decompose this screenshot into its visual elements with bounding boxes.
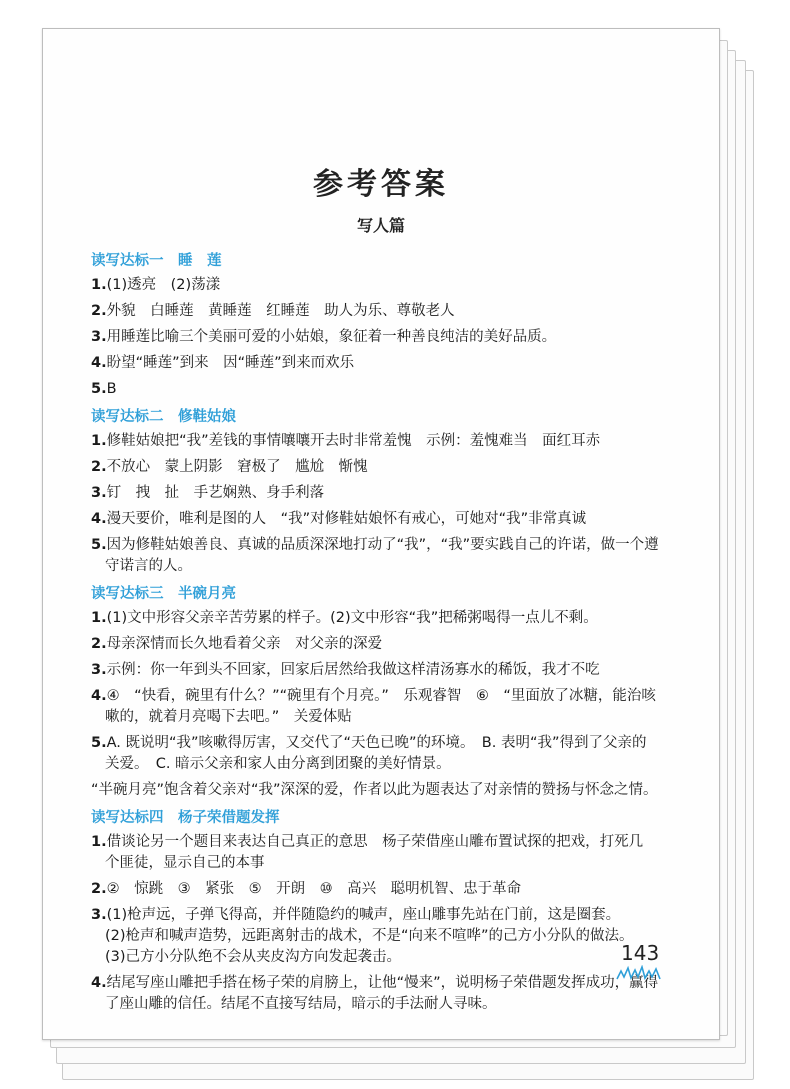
item-text-continued: 个匪徒，显示自己的本事 xyxy=(105,855,265,871)
item-text-continued: 关爱。 C. 暗示父亲和家人由分离到团聚的美好情景。 xyxy=(105,756,451,772)
section-heading: 读写达标三 半碗月亮 xyxy=(91,586,236,602)
answer-item xyxy=(91,905,681,968)
item-text: 示例：你一年到头不回家，回家后居然给我做这样清汤寡水的稀饭，我才不吃 xyxy=(106,662,600,678)
answer-item xyxy=(91,535,681,577)
answer-page xyxy=(42,28,720,1040)
item-text: (1)枪声远，子弹飞得高，并伴随隐约的喊声，座山雕事先站在门前，这是圈套。 xyxy=(106,907,621,923)
item-text: “半碗月亮”饱含着父亲对“我”深深的爱，作者以此为题表达了对亲情的赞扬与怀念之情。 xyxy=(91,782,658,798)
answer-item xyxy=(91,353,681,374)
item-text: ④ “快看，碗里有什么？”“碗里有个月亮。” 乐观睿智 ⑥ “里面放了冰糖，能治咳 xyxy=(106,688,656,704)
wave-decoration-icon xyxy=(616,965,662,981)
section-heading: 读写达标四 杨子荣借题发挥 xyxy=(91,810,280,826)
item-text: 用睡莲比喻三个美丽可爱的小姑娘，象征着一种善良纯洁的美好品质。 xyxy=(106,329,557,345)
item-text: 借谈论另一个题目来表达自己真正的意思 杨子荣借座山雕布置试探的把戏，打死几 xyxy=(106,834,644,850)
page-number: 143 xyxy=(621,941,660,965)
answer-item xyxy=(91,780,681,801)
item-number: 4. xyxy=(91,355,107,371)
item-text: ② 惊跳 ③ 紧张 ⑤ 开朗 ⑩ 高兴 聪明机智、忠于革命 xyxy=(106,881,522,897)
answer-item xyxy=(91,379,681,400)
answer-item xyxy=(91,483,681,504)
item-number: 2. xyxy=(91,881,107,897)
item-number: 3. xyxy=(91,662,107,678)
answer-item xyxy=(91,832,681,874)
item-text: 漫天要价，唯利是图的人 “我”对修鞋姑娘怀有戒心，可她对“我”非常真诚 xyxy=(106,511,587,527)
item-number: 3. xyxy=(91,485,107,501)
answer-item xyxy=(91,973,681,1015)
answer-item xyxy=(91,879,681,900)
item-text: 修鞋姑娘把“我”差钱的事情嚷嚷开去时非常羞愧 示例：羞愧难当 面红耳赤 xyxy=(106,433,601,449)
item-number: 4. xyxy=(91,688,107,704)
item-text-continued: 守诺言的人。 xyxy=(105,558,192,574)
item-number: 4. xyxy=(91,511,107,527)
answer-item xyxy=(91,275,681,296)
answer-item xyxy=(91,686,681,728)
item-number: 5. xyxy=(91,381,107,397)
item-number: 1. xyxy=(91,277,107,293)
item-text: A. 既说明“我”咳嗽得厉害，又交代了“天色已晚”的环境。 B. 表明“我”得到了父亲的 xyxy=(106,735,647,751)
item-text: 母亲深情而长久地看着父亲 对父亲的深爱 xyxy=(106,636,383,652)
item-number: 1. xyxy=(91,834,107,850)
answer-item xyxy=(91,301,681,322)
item-text: (1)文中形容父亲辛苦劳累的样子。(2)文中形容“我”把稀粥喝得一点儿不剩。 xyxy=(106,610,598,626)
item-text-continued: (2)枪声和喊声造势，远距离射击的战术，不是“向来不喧哗”的己方小分队的做法。 xyxy=(105,928,634,944)
item-number: 5. xyxy=(91,537,107,553)
item-text: 结尾写座山雕把手搭在杨子荣的肩膀上，让他“慢来”，说明杨子荣借题发挥成功，赢得 xyxy=(106,975,659,991)
answer-item xyxy=(91,457,681,478)
answer-item xyxy=(91,733,681,775)
answer-item xyxy=(91,509,681,530)
item-text: 钉 拽 扯 手艺娴熟、身手利落 xyxy=(106,485,325,501)
item-text: 外貌 白睡莲 黄睡莲 红睡莲 助人为乐、尊敬老人 xyxy=(106,303,455,319)
section-heading: 读写达标二 修鞋姑娘 xyxy=(91,409,236,425)
answer-content xyxy=(91,245,681,1020)
answer-item xyxy=(91,608,681,629)
item-number: 1. xyxy=(91,433,107,449)
item-number: 1. xyxy=(91,610,107,626)
item-number: 3. xyxy=(91,329,107,345)
page-title: 参考答案 xyxy=(313,167,449,202)
item-text-continued: 了座山雕的信任。结尾不直接写结局，暗示的手法耐人寻味。 xyxy=(105,996,497,1012)
page-subtitle: 写人篇 xyxy=(356,216,405,235)
item-text: 不放心 蒙上阴影 窘极了 尴尬 惭愧 xyxy=(106,459,368,475)
item-text: (1)透亮 (2)荡漾 xyxy=(106,277,221,293)
item-number: 2. xyxy=(91,303,107,319)
item-text: 因为修鞋姑娘善良、真诚的品质深深地打动了“我”，“我”要实践自己的许诺，做一个遵 xyxy=(106,537,659,553)
item-text: 盼望“睡莲”到来 因“睡莲”到来而欢乐 xyxy=(106,355,355,371)
item-number: 4. xyxy=(91,975,107,991)
section-heading: 读写达标一 睡 莲 xyxy=(91,253,222,269)
item-number: 3. xyxy=(91,907,107,923)
item-text: B xyxy=(106,381,117,397)
answer-item xyxy=(91,634,681,655)
answer-item xyxy=(91,431,681,452)
answer-item xyxy=(91,660,681,681)
item-number: 5. xyxy=(91,735,107,751)
item-number: 2. xyxy=(91,459,107,475)
item-number: 2. xyxy=(91,636,107,652)
item-text-continued: 嗽的，就着月亮喝下去吧。” 关爱体贴 xyxy=(105,709,352,725)
answer-item xyxy=(91,327,681,348)
item-text-continued: (3)己方小分队绝不会从夹皮沟方向发起袭击。 xyxy=(105,949,402,965)
